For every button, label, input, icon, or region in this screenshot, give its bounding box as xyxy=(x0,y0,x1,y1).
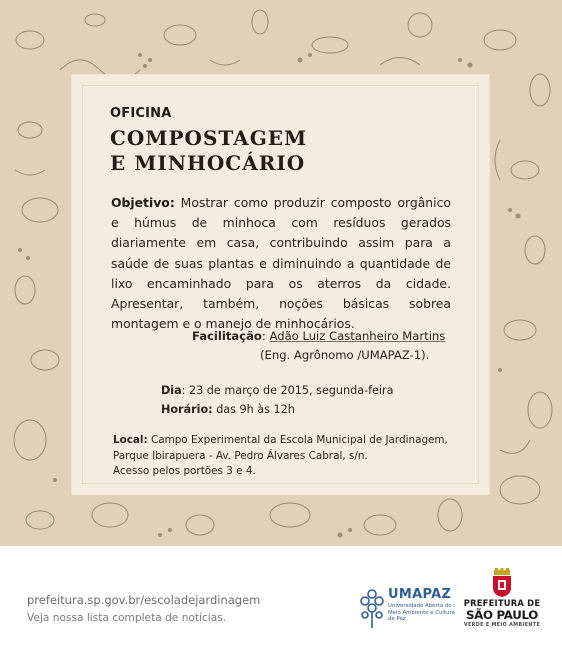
time-label: Horário: xyxy=(161,403,213,416)
umapaz-title: UMAPAZ xyxy=(388,587,452,602)
location-label: Local: xyxy=(113,434,148,446)
date-row xyxy=(161,381,394,400)
time-value: das 9h às 12h xyxy=(212,403,295,416)
event-kicker: OFICINA xyxy=(110,106,172,121)
umapaz-subtitle: Universidade Aberta do Meio Ambiente e Cultura de Paz xyxy=(388,603,455,623)
facilitation: Facilitação: Adão Luiz Castanheiro Martins (Eng. Agrônomo /UMAPAZ-1). xyxy=(192,327,445,346)
date-label: Dia xyxy=(161,384,182,397)
location-line-2: Parque Ibirapuera - Av. Pedro Álvares Cabral, s/n. xyxy=(113,449,368,462)
location-line-3: Acesso pelos portões 3 e 4. xyxy=(113,465,256,478)
prefeitura-logo xyxy=(460,568,544,632)
footer-subtext[interactable]: Veja nossa lista completa de notícias. xyxy=(27,612,227,624)
city-coat-of-arms-icon xyxy=(460,568,544,598)
footer-link[interactable]: prefeitura.sp.gov.br/escoladejardinagem xyxy=(27,593,261,607)
prefeitura-line-3: VERDE E MEIO AMBIENTE xyxy=(463,623,541,628)
objective-text: Mostrar como produzir composto orgânico e húmus de minhoca com resíduos gerados diariamente em casa, contribuindo assim para a saúde de suas plantas e diminuindo a quantidade de lixo encaminhado para os aterros da cidade. Apresentar, também, noções básicas sobrea montagem e o manejo de minhocários. xyxy=(111,195,451,332)
facilitation-label: Facilitação xyxy=(192,329,262,343)
date-value: : 23 de março de 2015, segunda-feira xyxy=(181,384,394,397)
title-line-1: COMPOSTAGEM xyxy=(110,126,308,150)
title-line-2: E MINHOCÁRIO xyxy=(110,151,306,175)
objective-paragraph xyxy=(111,193,451,334)
location xyxy=(113,433,448,480)
location-line-1: Local: Campo Experimental da Escola Municipal de Jardinagem, xyxy=(113,434,448,446)
umapaz-logo xyxy=(358,586,455,630)
facilitator-role: (Eng. Agrônomo /UMAPAZ-1). xyxy=(260,348,430,362)
event-title xyxy=(110,126,307,176)
umapaz-flower-icon xyxy=(358,586,386,630)
facilitator-name: Adão Luiz Castanheiro Martins xyxy=(269,329,446,343)
time-row xyxy=(161,400,394,419)
schedule xyxy=(161,381,394,419)
prefeitura-line-2: SÃO PAULO xyxy=(465,608,539,622)
prefeitura-line-1: PREFEITURA DE xyxy=(463,598,541,608)
objective-label: Objetivo: xyxy=(111,195,175,210)
